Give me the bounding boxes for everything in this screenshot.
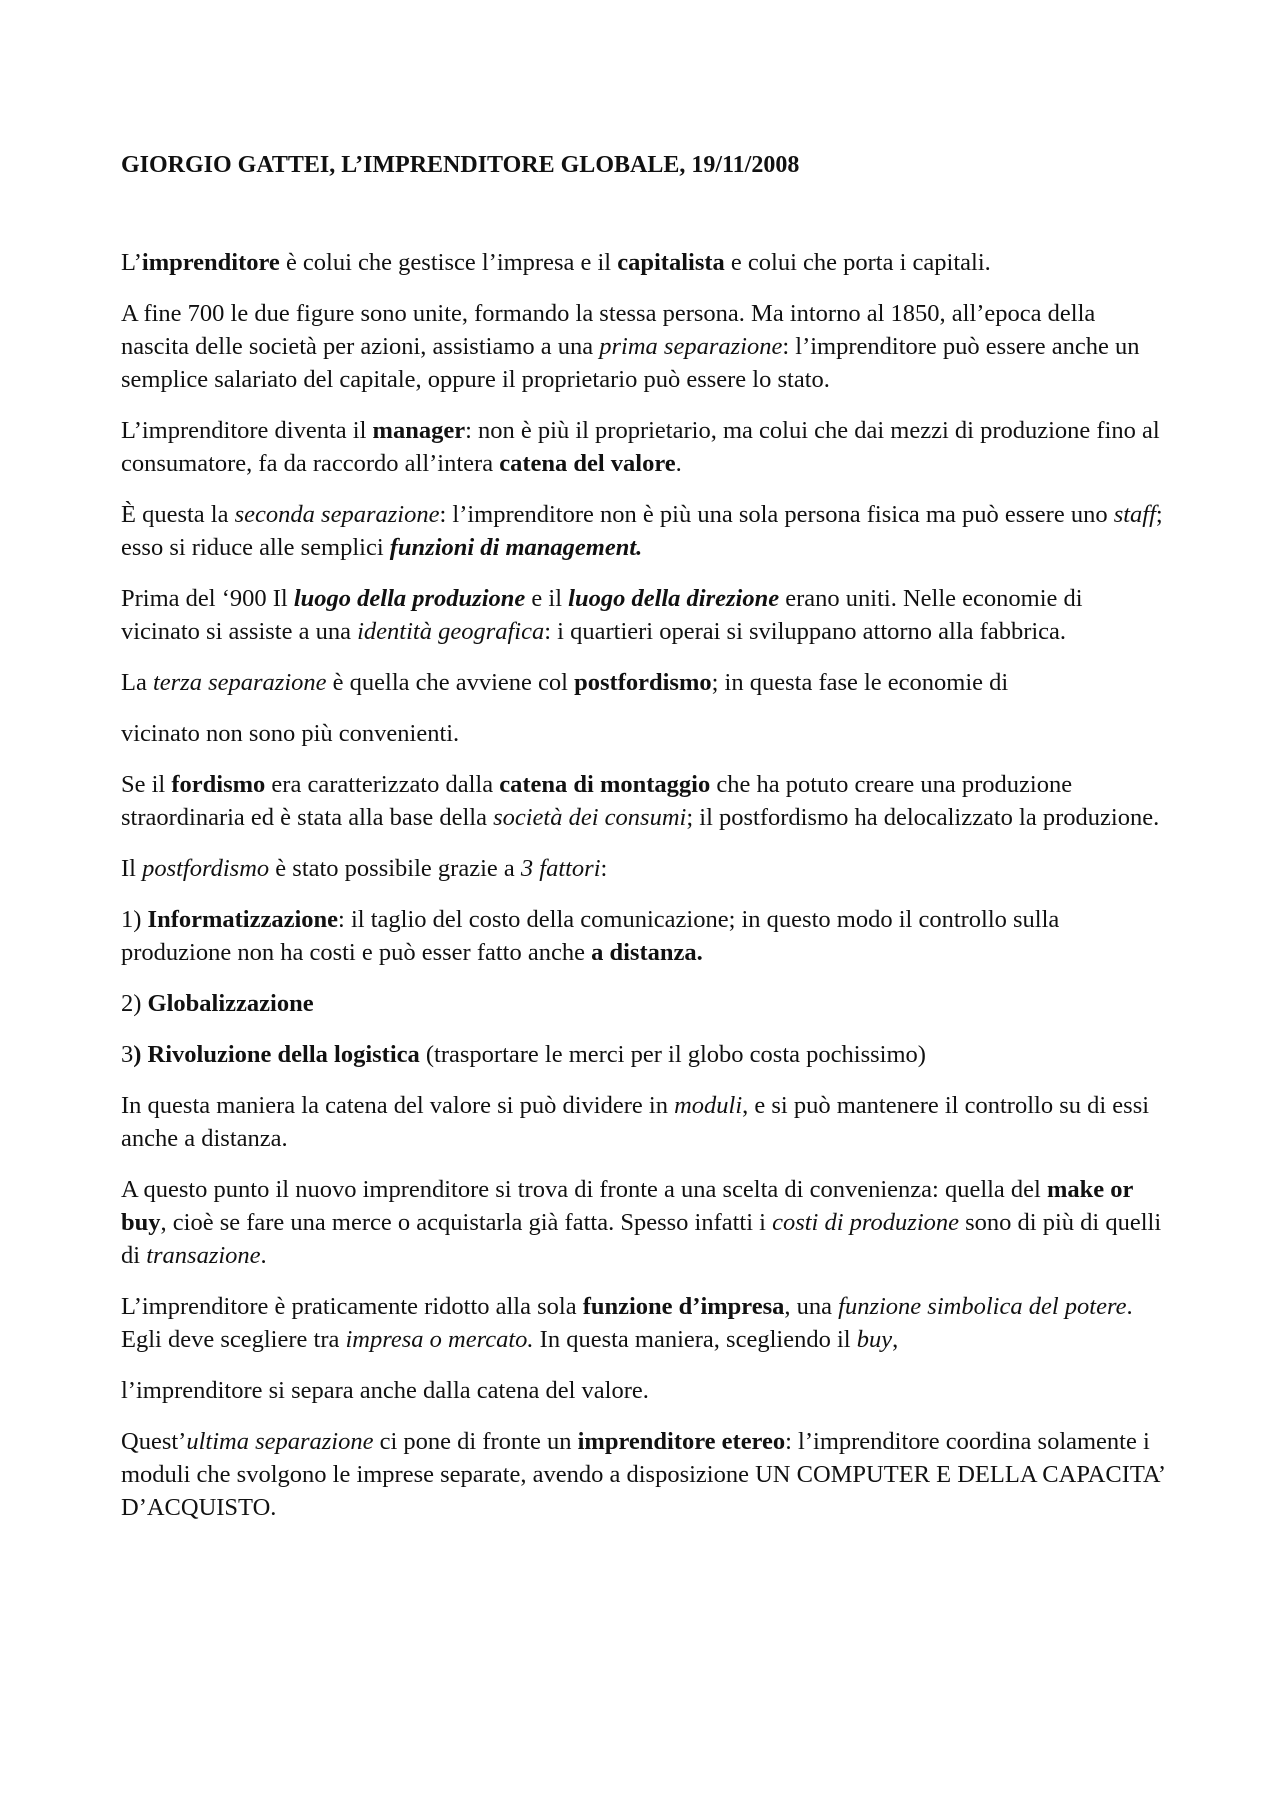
text-run: ; in questa fase le economie di (711, 669, 1009, 696)
text-run: La (121, 669, 153, 696)
text-run: 3 fattori (520, 855, 601, 882)
text-run: vicinato non sono più convenienti. (121, 720, 460, 747)
text-run: postfordismo (142, 855, 270, 882)
text-run: : il taglio del costo della comunicazione; in questo modo il controllo sulla produzione non ha costi e può esser fatto anche (121, 906, 1060, 966)
text-run: A questo punto il nuovo imprenditore si trova di fronte a una scelta di convenienza: quella del (121, 1176, 1047, 1203)
paragraph-p7 (121, 717, 1166, 750)
text-run: costi di produzione (772, 1209, 960, 1236)
text-run: ; il postfordismo ha delocalizzato la produzione. (686, 804, 1160, 831)
text-run: transazione (146, 1242, 261, 1269)
text-run: , una (784, 1293, 839, 1320)
text-run: buy (856, 1326, 893, 1353)
text-run: che ha potuto creare una produzione straordinaria ed è stata alla base della (121, 771, 1073, 831)
text-run: imprenditore (141, 249, 280, 276)
paragraph-p2 (121, 297, 1166, 396)
paragraph-p17 (121, 1425, 1166, 1524)
text-run: ; esso si riduce alle semplici (121, 501, 1163, 561)
text-run: erano uniti. Nelle economie di vicinato si assiste a una (121, 585, 1083, 645)
paragraph-p5 (121, 582, 1166, 648)
text-run: ) Rivoluzione della logistica (133, 1041, 420, 1068)
text-run: 1) (121, 906, 148, 933)
text-run: luogo della direzione (568, 585, 780, 612)
text-run: 3 (121, 1041, 134, 1068)
text-run: prima separazione (599, 333, 783, 360)
text-run: a distanza. (591, 939, 703, 966)
text-run: Globalizzazione (147, 990, 314, 1017)
text-run: : l’imprenditore coordina solamente i moduli che svolgono le imprese separate, avendo a disposizione UN COMPUTER E DELLA CAPACITA’ D’ACQUISTO. (121, 1428, 1165, 1521)
text-run: l’imprenditore si separa anche dalla catena del valore. (121, 1377, 649, 1404)
text-run: In questa maniera la catena del valore si può dividere in (121, 1092, 675, 1119)
text-run: . (260, 1242, 267, 1269)
text-run: 2) (121, 990, 148, 1017)
text-run: catena di montaggio (499, 771, 711, 798)
text-run: : i quartieri operai si sviluppano attorno alla fabbrica. (544, 618, 1067, 645)
text-run: moduli (674, 1092, 743, 1119)
paragraph-p11 (121, 987, 1166, 1020)
paragraph-p16 (121, 1374, 1166, 1407)
document-title: GIORGIO GATTEI, L’IMPRENDITORE GLOBALE, 19/11/2008 (121, 152, 800, 178)
paragraph-p4 (121, 498, 1166, 564)
text-run: make or buy (121, 1176, 1133, 1236)
paragraph-p8 (121, 768, 1166, 834)
text-run: sono di più di quelli di (121, 1209, 1162, 1269)
text-run: funzione simbolica del potere (838, 1293, 1127, 1320)
text-run: Il (121, 855, 143, 882)
text-run: Informatizzazione (147, 906, 339, 933)
text-run: , e si può mantenere il controllo su di essi anche a distanza. (121, 1092, 1150, 1152)
text-run: società dei consumi (493, 804, 687, 831)
paragraph-p14 (121, 1173, 1166, 1272)
text-run: imprenditore etereo (577, 1428, 786, 1455)
text-run: impresa o mercato. (345, 1326, 534, 1353)
text-run: è quella che avviene col (326, 669, 575, 696)
text-run: . (675, 450, 682, 477)
document-body (121, 246, 1166, 1542)
text-run: L’ (121, 249, 142, 276)
paragraph-p3 (121, 414, 1166, 480)
text-run: ci pone di fronte un (373, 1428, 578, 1455)
text-run: L’imprenditore è praticamente ridotto alla sola (121, 1293, 583, 1320)
text-run: staff (1113, 501, 1156, 528)
paragraph-p6 (121, 666, 1166, 699)
text-run: capitalista (617, 249, 725, 276)
text-run: ultima separazione (186, 1428, 374, 1455)
text-run: : (600, 855, 608, 882)
text-run: : l’imprenditore non è più una sola persona fisica ma può essere uno (439, 501, 1114, 528)
text-run: manager (372, 417, 466, 444)
text-run: , cioè se fare una merce o acquistarla già fatta. Spesso infatti i (160, 1209, 773, 1236)
text-run: funzione d’impresa (582, 1293, 785, 1320)
text-run: terza separazione (152, 669, 327, 696)
text-run: A fine 700 le due figure sono unite, formando la stessa persona. Ma intorno al 1850, all’epoca della nascita delle società per azioni, assistiamo a una (121, 300, 1096, 360)
text-run: identità geografica (357, 618, 545, 645)
text-run: è colui che gestisce l’impresa e il (279, 249, 618, 276)
text-run: Quest’ (121, 1428, 187, 1455)
paragraph-p10 (121, 903, 1166, 969)
paragraph-p9 (121, 852, 1166, 885)
text-run: funzioni di management. (389, 534, 643, 561)
text-run: : non è più il proprietario, ma colui che dai mezzi di produzione fino al consumatore, fa da raccordo all’intera (121, 417, 1160, 477)
text-run: postfordismo (574, 669, 712, 696)
paragraph-p15 (121, 1290, 1166, 1356)
text-run: (trasportare le merci per il globo costa pochissimo) (419, 1041, 926, 1068)
text-run: L’imprenditore diventa il (121, 417, 373, 444)
text-run: , (892, 1326, 899, 1353)
text-run: : l’imprenditore può essere anche un semplice salariato del capitale, oppure il proprietario può essere lo stato. (121, 333, 1140, 393)
text-run: In questa maniera, scegliendo il (533, 1326, 857, 1353)
text-run: Se il (121, 771, 172, 798)
text-run: e colui che porta i capitali. (724, 249, 991, 276)
text-run: era caratterizzato dalla (265, 771, 500, 798)
paragraph-p13 (121, 1089, 1166, 1155)
text-run: Prima del ‘900 Il (121, 585, 294, 612)
text-run: È questa la (121, 501, 235, 528)
text-run: fordismo (171, 771, 266, 798)
text-run: seconda separazione (234, 501, 440, 528)
text-run: catena del valore (499, 450, 676, 477)
text-run: . Egli deve scegliere tra (121, 1293, 1133, 1353)
paragraph-p1 (121, 246, 1166, 279)
paragraph-p12 (121, 1038, 1166, 1071)
text-run: è stato possibile grazie a (269, 855, 521, 882)
text-run: luogo della produzione (293, 585, 526, 612)
text-run: e il (525, 585, 569, 612)
